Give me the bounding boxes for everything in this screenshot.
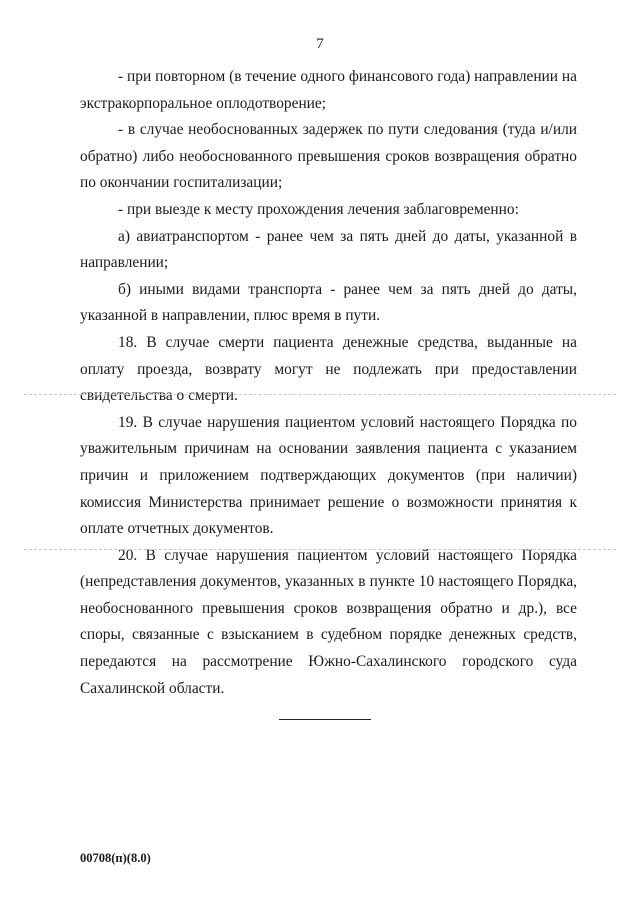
- scan-artifact-line: [24, 549, 616, 550]
- body-text: [80, 64, 577, 702]
- end-divider: [279, 719, 371, 720]
- paragraph-20-disputes: 20. В случае нарушения пациентом условий настоящего Порядка (непредставления документов, указанных в пункте 10 настоящего Порядка, необоснованного превышения сроков возвращения обратно и др.), все споры, связанные с взысканием в судебном порядке денежных средств, передаются на рассмотрение Южно-Сахалинского городского суда Сахалинской области.: [80, 546, 577, 697]
- document-code: 00708(п)(8.0): [80, 851, 151, 865]
- paragraph-19-violation: 19. В случае нарушения пациентом условий настоящего Порядка по уважительным причинам на основании заявления пациента с указанием причин и приложением подтверждающих документов (при наличии) комиссия Министерства принимает решение о возможности принятия к оплате отчетных документов.: [80, 413, 577, 538]
- paragraph-other-transport: б) иными видами транспорта - ранее чем за пять дней до даты, указанной в направлении, плюс время в пути.: [80, 280, 577, 325]
- scan-artifact-line: [24, 394, 616, 395]
- paragraph-air-transport: а) авиатранспортом - ранее чем за пять дней до даты, указанной в направлении;: [80, 227, 577, 272]
- paragraph-early-departure: - при выезде к месту прохождения лечения заблаговременно:: [118, 200, 519, 218]
- paragraph-delays: - в случае необоснованных задержек по пути следования (туда и/или обратно) либо необоснованного превышения сроков возвращения обратно по окончании госпитализации;: [80, 121, 577, 192]
- paragraph-ivf-repeat: - при повторном (в течение одного финансового года) направлении на экстракорпоральное оплодотворение;: [80, 68, 577, 112]
- paragraph-18-death: 18. В случае смерти пациента денежные средства, выданные на оплату проезда, возврату могут не подлежать при предоставлении свидетельства о смерти.: [80, 333, 577, 405]
- page-number: 7: [316, 36, 324, 52]
